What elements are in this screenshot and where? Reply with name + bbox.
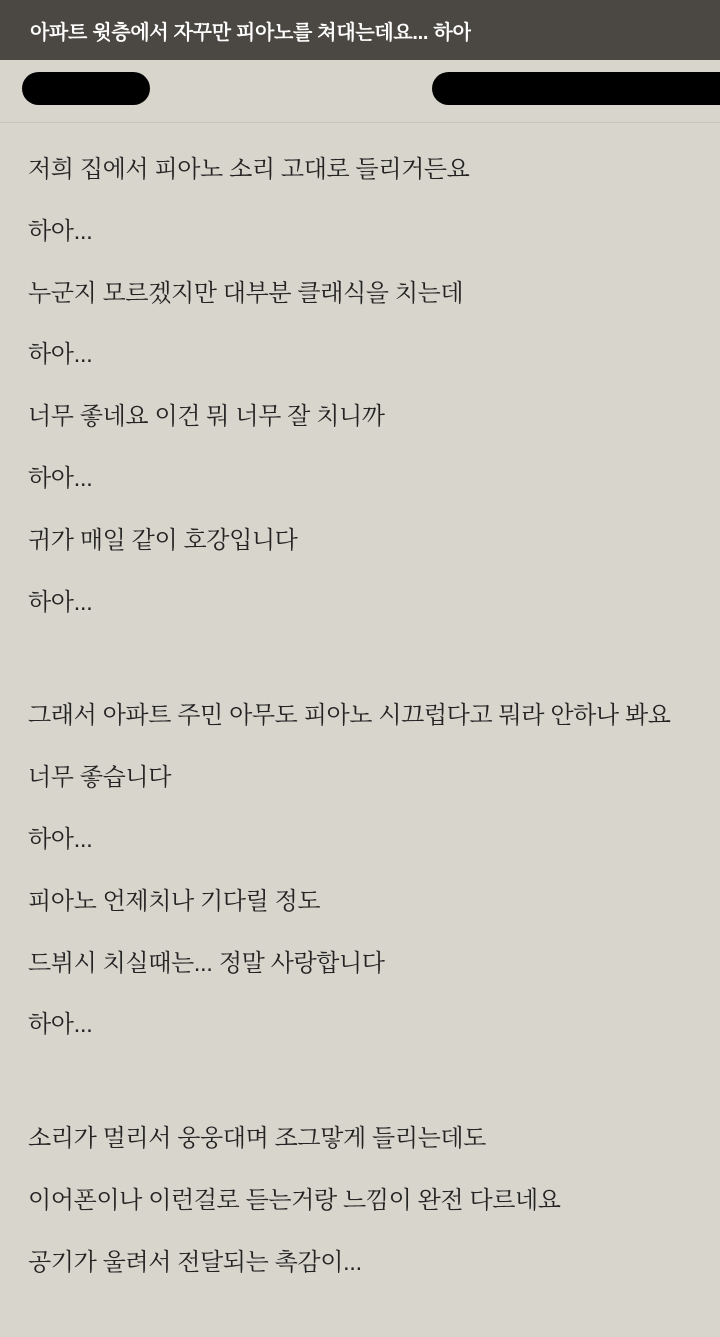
paragraph-spacer (28, 647, 692, 699)
post-paragraph: 그래서 아파트 주민 아무도 피아노 시끄럽다고 뭐라 안하나 봐요 (28, 702, 671, 730)
post-paragraph: 이어폰이나 이런걸로 듣는거랑 느낌이 완전 다르네요 (28, 1186, 561, 1214)
post-paragraph: 하아... (28, 588, 93, 616)
page-title: 아파트 윗층에서 자꾸만 피아노를 쳐대는데요... 하아 (30, 21, 472, 44)
post-paragraph: 귀가 매일 같이 호강입니다 (28, 526, 298, 554)
post-paragraph: 하아... (28, 1011, 93, 1039)
post-paragraph: 하아... (28, 341, 93, 369)
post-paragraph: 하아... (28, 825, 93, 853)
post-body (0, 123, 720, 1337)
post-paragraph: 너무 좋습니다 (28, 764, 171, 792)
post-paragraph: 드뷔시 치실때는... 정말 사랑합니다 (28, 949, 385, 977)
paragraph-spacer (28, 1070, 692, 1122)
post-paragraph: 저희 집에서 피아노 소리 고대로 들리거든요 (28, 156, 470, 183)
author-meta-row (0, 60, 720, 123)
post-paragraph: 피아노 언제치나 기다릴 정도 (28, 887, 321, 915)
redacted-date (432, 72, 720, 105)
post-paragraph: 소리가 멀리서 웅웅대며 조그맣게 들리는데도 (28, 1125, 486, 1153)
post-paragraph: 공기가 울려서 전달되는 촉감이... (28, 1248, 362, 1276)
post-paragraph: 하아... (28, 464, 93, 492)
redacted-nickname (22, 72, 150, 105)
post-paragraph: 너무 좋네요 이건 뭐 너무 잘 치니까 (28, 403, 385, 431)
post-title-bar (0, 0, 720, 60)
post-paragraph: 누군지 모르겠지만 대부분 클래식을 치는데 (28, 279, 464, 307)
post-paragraph: 하아... (28, 217, 93, 245)
